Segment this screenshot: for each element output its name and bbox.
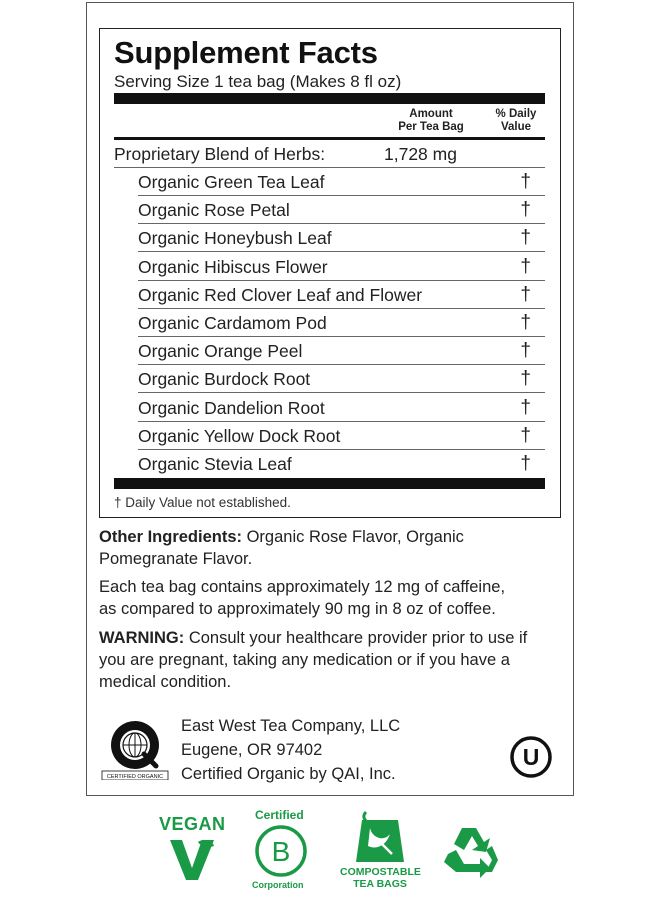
ingredient-name: Organic Burdock Root	[138, 369, 311, 390]
ingredient-row	[138, 281, 545, 309]
compostable-label	[340, 866, 420, 890]
daily-value-dagger: †	[520, 283, 531, 305]
compostable-line2: TEA BAGS	[353, 878, 407, 890]
daily-value-dagger: †	[520, 255, 531, 277]
ingredient-row	[138, 337, 545, 365]
dv-header-line1: % Daily	[495, 108, 537, 120]
ingredient-name: Organic Red Clover Leaf and Flower	[138, 284, 423, 305]
company-city: Eugene, OR 97402	[181, 741, 323, 759]
company-certified: Certified Organic by QAI, Inc.	[181, 765, 396, 783]
daily-value-dagger: †	[520, 368, 531, 390]
daily-value-dagger: †	[520, 312, 531, 333]
ingredient-row	[138, 196, 545, 224]
daily-value-dagger: †	[520, 396, 531, 418]
daily-value-dagger: †	[520, 199, 531, 221]
ingredient-name: Organic Honeybush Leaf	[138, 228, 332, 249]
compostable-line1: COMPOSTABLE	[340, 866, 421, 878]
ingredient-row	[138, 168, 545, 196]
bcorp-certified-label: Certified	[255, 808, 304, 822]
daily-value-dagger: †	[520, 227, 531, 249]
warning-line2: you are pregnant, taking any medication or if you have a	[99, 651, 510, 669]
warning-line3: medical condition.	[99, 673, 232, 691]
amount-header-line2: Per Tea Bag	[398, 121, 464, 133]
other-ingredients	[99, 526, 559, 570]
bottom-rule	[114, 478, 545, 489]
warning-note	[99, 627, 559, 693]
ingredient-name: Organic Green Tea Leaf	[138, 172, 325, 192]
other-ingredients-line2: Pomegranate Flavor.	[99, 550, 253, 568]
ingredient-row	[138, 224, 545, 252]
daily-value-dagger: †	[520, 453, 531, 474]
blend-amount: 1,728 mg	[384, 144, 457, 164]
ingredient-row	[138, 394, 545, 422]
qai-organic-seal-icon	[100, 718, 170, 780]
blend-name: Proprietary Blend of Herbs:	[114, 144, 326, 164]
daily-value-dagger: †	[520, 340, 531, 362]
ingredient-row	[138, 365, 545, 393]
dv-header-line2: Value	[500, 121, 532, 133]
ingredient-name: Organic Hibiscus Flower	[138, 256, 328, 277]
kosher-u-icon	[510, 736, 552, 778]
caffeine-line1: Each tea bag contains approximately 12 mg of caffeine,	[99, 578, 506, 596]
ingredient-name: Organic Stevia Leaf	[138, 454, 292, 474]
blend-row	[114, 140, 545, 168]
caffeine-note	[99, 576, 559, 620]
company-name: East West Tea Company, LLC	[181, 717, 401, 735]
warning-line1: Consult your healthcare provider prior to use if	[184, 629, 528, 647]
qai-caption: CERTIFIED ORGANIC	[106, 774, 164, 780]
vegan-v-icon	[168, 838, 216, 882]
vegan-label: VEGAN	[159, 814, 226, 834]
compostable-tea-bag-icon	[352, 808, 408, 866]
other-ingredients-label: Other Ingredients:	[99, 528, 243, 546]
thick-rule	[114, 93, 545, 104]
ingredient-name: Organic Dandelion Root	[138, 397, 325, 418]
bcorp-letter: B	[271, 836, 291, 867]
daily-value-dagger: †	[520, 171, 531, 192]
ingredient-name: Organic Rose Petal	[138, 200, 290, 221]
daily-value-dagger: †	[520, 424, 531, 446]
bcorp-corporation-label: Corporation	[252, 880, 304, 890]
ingredient-row	[138, 253, 545, 281]
serving-size: Serving Size 1 tea bag (Makes 8 fl oz)	[114, 72, 402, 91]
ingredient-row	[138, 309, 545, 337]
company-info	[181, 714, 400, 786]
ingredient-name: Organic Yellow Dock Root	[138, 425, 341, 446]
supplement-facts-panel	[99, 28, 561, 518]
ingredient-name: Organic Orange Peel	[138, 341, 303, 362]
daily-value-header	[486, 108, 546, 134]
amount-header-line1: Amount	[409, 108, 453, 120]
recycle-icon	[440, 822, 502, 880]
facts-title: Supplement Facts	[114, 35, 378, 70]
other-ingredients-line1: Organic Rose Flavor, Organic	[242, 528, 464, 546]
amount-header	[390, 108, 472, 134]
warning-label: WARNING:	[99, 629, 185, 647]
ingredient-name: Organic Cardamom Pod	[138, 313, 327, 333]
ingredient-row	[138, 422, 545, 450]
b-corp-logo-icon	[254, 824, 308, 878]
kosher-symbol: U	[522, 744, 540, 770]
caffeine-line2: as compared to approximately 90 mg in 8 oz of coffee.	[99, 600, 496, 618]
footnote: † Daily Value not established.	[114, 495, 291, 510]
ingredient-row	[138, 450, 545, 478]
